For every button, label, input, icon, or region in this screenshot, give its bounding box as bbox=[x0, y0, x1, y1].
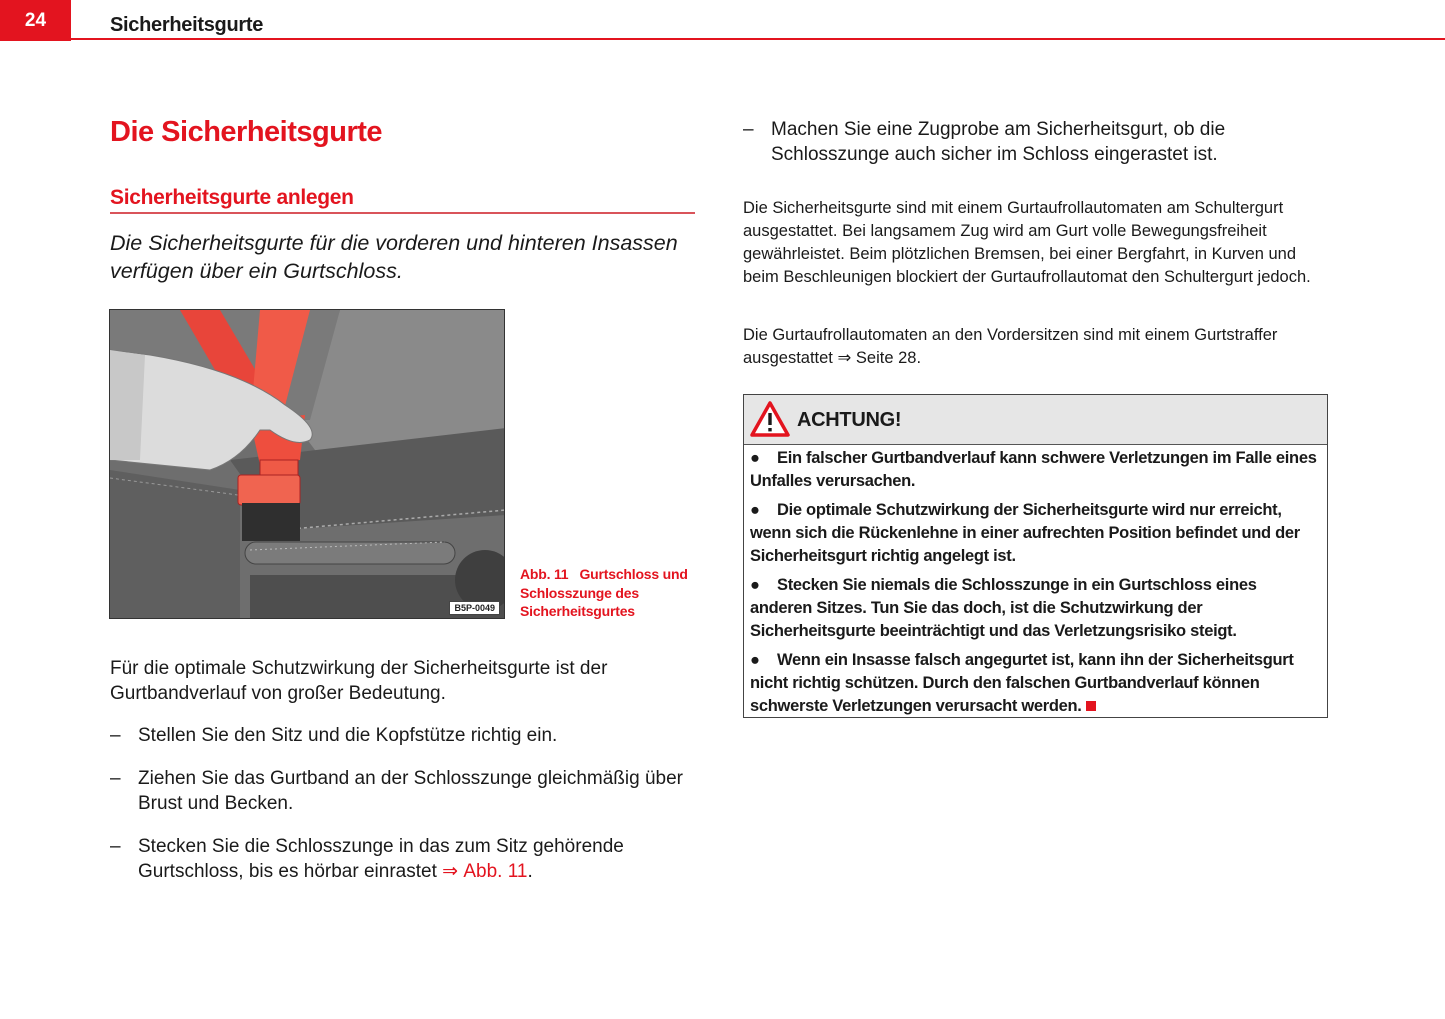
page-header bbox=[0, 0, 1445, 41]
section-end-marker-icon bbox=[1086, 701, 1096, 711]
page-number: 24 bbox=[0, 0, 71, 41]
step-text: Machen Sie eine Zugprobe am Sicherheitsgurt, ob die Schlosszunge auch sicher im Schloss eingerastet ist. bbox=[771, 119, 1226, 165]
step-item bbox=[110, 723, 700, 748]
running-header-title: Sicherheitsgurte bbox=[110, 14, 264, 36]
warning-header bbox=[744, 395, 1327, 445]
dash-bullet: – bbox=[743, 119, 754, 140]
bullet-icon: ● bbox=[750, 449, 760, 467]
figure-reference-link[interactable]: ⇒ Abb. 11 bbox=[442, 861, 528, 882]
warning-item: ● Ein falscher Gurtbandverlauf kann schwere Verletzungen im Falle eines Unfalles verursachen. bbox=[750, 449, 1317, 490]
warning-title: ACHTUNG! bbox=[797, 409, 902, 431]
warning-item: ● Wenn ein Insasse falsch angegurtet ist, kann ihn der Sicherheitsgurt nicht richtig schützen. Durch den falschen Gurtbandverlauf können schwerste Verletzungen verursacht werden. bbox=[750, 651, 1294, 715]
step-item bbox=[110, 766, 700, 816]
warning-box bbox=[743, 394, 1328, 718]
dash-bullet: – bbox=[110, 725, 121, 746]
page-reference-link[interactable]: ⇒ Seite 28. bbox=[837, 349, 922, 367]
figure-caption bbox=[520, 565, 705, 621]
retractor-paragraph: Die Sicherheitsgurte sind mit einem Gurtaufrollautomaten am Schultergurt ausgestattet. Bei langsamem Zug wird am Gurt volle Bewegungsfreiheit gewährleistet. Beim plötzlichen Bremsen, bei einer Bergfahrt, in Kurven und beim Beschleunigen blockiert der Gurtaufrollautomat den Schultergurt jedoch. bbox=[743, 199, 1311, 286]
figure-seatbelt-buckle bbox=[109, 309, 505, 619]
warning-triangle-icon bbox=[750, 401, 790, 437]
warning-item: ● Stecken Sie niemals die Schlosszunge in ein Gurtschloss eines anderen Sitzes. Tun Sie das doch, ist die Schutzwirkung der Sicherheitsgurte beeinträchtigt und das Verletzungsrisiko steigt. bbox=[750, 576, 1257, 640]
dash-bullet: – bbox=[110, 836, 121, 857]
arrow-right-icon: ⇒ bbox=[442, 861, 459, 882]
bullet-icon: ● bbox=[750, 576, 760, 594]
section-heading: Sicherheitsgurte anlegen bbox=[110, 186, 695, 214]
warning-item: ● Die optimale Schutzwirkung der Sicherheitsgurte wird nur erreicht, wenn sich die Rückenlehne in einer aufrechten Position befindet und der Sicherheitsgurt richtig angelegt ist. bbox=[750, 501, 1300, 565]
step-item bbox=[743, 117, 1333, 167]
figure-code: B5P-0049 bbox=[449, 601, 500, 615]
chapter-title: Die Sicherheitsgurte bbox=[110, 116, 383, 148]
figure-caption-text: Gurtschloss und Schlosszunge des Sicherheitsgurtes bbox=[520, 566, 688, 619]
step-text: Stecken Sie die Schlosszunge in das zum Sitz gehörende Gurtschloss, bis es hörbar einrastet bbox=[138, 836, 624, 882]
dash-bullet: – bbox=[110, 768, 121, 789]
lead-text: Die Sicherheitsgurte für die vorderen und hinteren Insassen verfügen über ein Gurtschloss. bbox=[110, 231, 678, 283]
step-text: Stellen Sie den Sitz und die Kopfstütze richtig ein. bbox=[138, 725, 558, 746]
step-item: – Stecken Sie die Schlosszunge in das zum Sitz gehörende Gurtschloss, bis es hörbar einrastet ⇒ Abb. 11. bbox=[110, 836, 624, 882]
seatbelt-illustration bbox=[110, 310, 505, 619]
step-text: Ziehen Sie das Gurtband an der Schlosszunge gleichmäßig über Brust und Becken. bbox=[138, 768, 683, 814]
bullet-icon: ● bbox=[750, 651, 760, 669]
intro-paragraph: Für die optimale Schutzwirkung der Sicherheitsgurte ist der Gurtbandverlauf von großer Bedeutung. bbox=[110, 658, 608, 704]
figure-caption-label: Abb. 11 bbox=[520, 566, 569, 582]
arrow-right-icon: ⇒ bbox=[837, 349, 852, 367]
warning-body bbox=[744, 445, 1327, 718]
pretensioner-paragraph: Die Gurtaufrollautomaten an den Vordersitzen sind mit einem Gurtstraffer ausgestattet ⇒ Seite 28. bbox=[743, 326, 1278, 367]
header-rule bbox=[71, 38, 1445, 40]
bullet-icon: ● bbox=[750, 501, 760, 519]
